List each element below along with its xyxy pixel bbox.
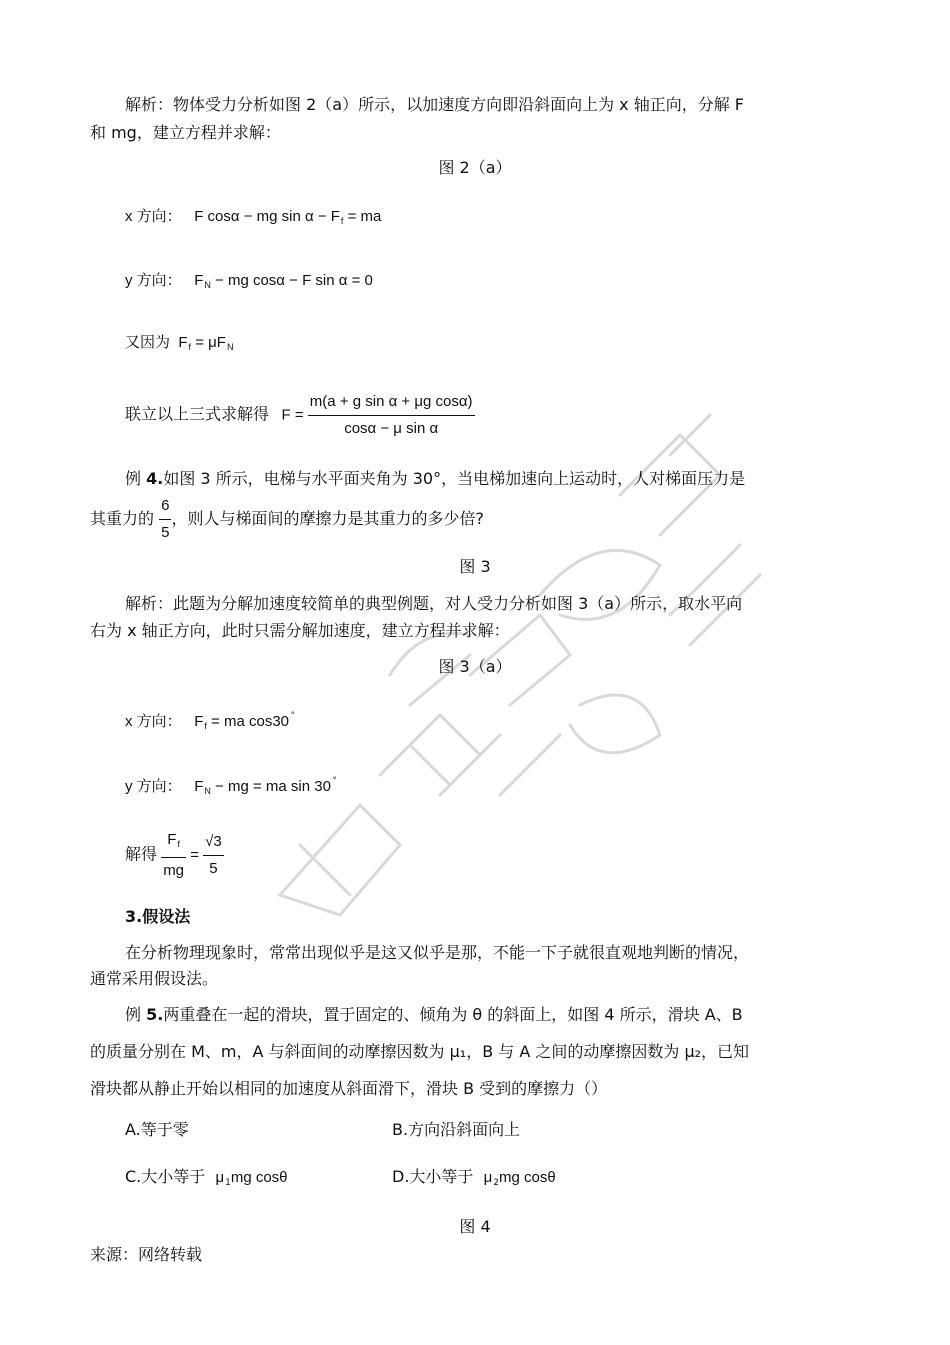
fraction-denominator: cosα − μ sin α — [308, 415, 475, 441]
figure-2a-caption: 图 2（a） — [438, 158, 512, 177]
equation-end: = ma — [343, 208, 382, 225]
equation-label: 解得 — [125, 846, 158, 864]
numerator-text: F — [167, 831, 177, 848]
fraction-numerator: 6 — [161, 497, 170, 514]
option-text: C.大小等于 — [125, 1167, 206, 1186]
example-text: ，则人与梯面间的摩擦力是其重力的多少倍? — [171, 509, 484, 528]
mu-symbol: μ — [483, 1169, 493, 1186]
equation-body: F cosα − mg sin α − F — [194, 208, 340, 225]
fraction — [203, 830, 224, 881]
subscript: f — [340, 216, 344, 226]
equation-label: 联立以上三式求解得 — [125, 406, 270, 424]
equation-lhs: F = — [281, 406, 304, 424]
equation-label: x 方向： — [125, 713, 182, 730]
option-a: A.等于零 — [125, 1120, 189, 1139]
subscript: f — [188, 342, 192, 352]
subscript: f — [177, 839, 180, 849]
equation-solution-F — [125, 390, 475, 441]
paragraph-3-line-1: 在分析物理现象时，常常出现似乎是这又似乎是那，不能一下子就很直观地判断的情况， — [125, 943, 750, 962]
example-5-line-1 — [125, 1004, 743, 1026]
mu-symbol: μ — [215, 1169, 225, 1186]
subscript: 1 — [225, 1178, 231, 1188]
fraction — [161, 828, 186, 883]
example-5-line-3: 滑块都从静止开始以相同的加速度从斜面滑下，滑块 B 受到的摩擦力（） — [90, 1079, 608, 1098]
equation-friction — [125, 332, 233, 358]
analysis-paragraph-1-line-2: 和 mg，建立方程并求解： — [90, 123, 281, 142]
equation-end: − mg cosα − F sin α = 0 — [210, 272, 373, 289]
example-number: 4. — [146, 469, 164, 488]
equation-y-direction — [125, 270, 373, 296]
equals-sign: = — [190, 846, 199, 864]
option-b: B.方向沿斜面向上 — [392, 1120, 521, 1139]
equation-body: = ma cos30 — [206, 713, 290, 730]
superscript: ° — [332, 775, 337, 785]
example-text: 如图 3 所示，电梯与水平面夹角为 30°，当电梯加速向上运动时，人对梯面压力是 — [163, 469, 746, 488]
option-d — [392, 1166, 556, 1194]
subscript: N — [204, 280, 211, 290]
figure-3a-caption: 图 3（a） — [438, 657, 512, 676]
subscript: 2 — [493, 1178, 499, 1188]
example-number: 5. — [146, 1005, 164, 1024]
fraction — [308, 390, 475, 441]
fraction-numerator: m(a + g sin α + μg cosα) — [309, 393, 473, 410]
fraction-numerator: √3 — [205, 833, 222, 850]
equation-result — [125, 828, 224, 883]
example-5-line-2: 的质量分别在 M、m，A 与斜面间的动摩擦因数为 μ₁，B 与 A 之间的动摩擦因数为 μ₂，已知 — [90, 1042, 750, 1061]
equation-label: y 方向： — [125, 778, 182, 795]
option-c — [125, 1166, 288, 1194]
subscript: f — [204, 721, 207, 731]
equation-body: F — [194, 272, 204, 289]
paragraph-3-line-2: 通常采用假设法。 — [90, 969, 219, 988]
equation-label: x 方向： — [125, 208, 182, 225]
fraction-denominator: 5 — [203, 855, 224, 881]
superscript: ° — [291, 710, 295, 720]
subscript: N — [204, 786, 211, 796]
equation-body: F — [178, 334, 188, 351]
example-prefix: 例 — [125, 469, 147, 488]
equation-3-x-direction — [125, 704, 295, 737]
example-4-line-1 — [125, 468, 745, 490]
equation-x-direction — [125, 206, 381, 232]
equation-body: F — [194, 713, 204, 730]
fraction-numerator — [161, 828, 186, 857]
equation-body: − mg = ma sin 30 — [210, 778, 331, 795]
watermark-graphic — [240, 375, 800, 935]
example-text: 其重力的 — [90, 509, 155, 528]
equation-label: y 方向： — [125, 272, 182, 289]
section-heading-hypothesis: 3.假设法 — [125, 907, 191, 926]
example-text: 两重叠在一起的滑块，置于固定的、倾角为 θ 的斜面上，如图 4 所示，滑块 A、B — [163, 1005, 743, 1024]
option-expression: mg cosθ — [230, 1169, 288, 1186]
example-prefix: 例 — [125, 1005, 147, 1024]
fraction — [159, 494, 171, 545]
example-4-line-2 — [90, 494, 484, 545]
fraction-denominator: 5 — [159, 519, 171, 545]
equation-body: F — [194, 778, 204, 795]
option-text: D.大小等于 — [392, 1167, 474, 1186]
analysis-paragraph-2-line-1: 解析：此题为分解加速度较简单的典型例题，对人受力分析如图 3（a）所示，取水平向 — [125, 594, 743, 613]
source-note: 来源：网络转载 — [90, 1245, 203, 1264]
option-expression: mg cosθ — [498, 1169, 556, 1186]
analysis-paragraph-1-line-1: 解析：物体受力分析如图 2（a）所示，以加速度方向即沿斜面向上为 x 轴正向，分解 F — [125, 95, 745, 114]
equation-body: = μF — [191, 334, 226, 351]
subscript: N — [226, 342, 234, 352]
figure-3-caption: 图 3 — [459, 557, 491, 576]
analysis-paragraph-2-line-2: 右为 x 轴正方向，此时只需分解加速度，建立方程并求解： — [90, 621, 510, 640]
fraction-denominator: mg — [161, 857, 186, 883]
equation-3-y-direction — [125, 769, 337, 802]
figure-4-caption: 图 4 — [459, 1217, 491, 1236]
equation-label: 又因为 — [125, 334, 171, 351]
